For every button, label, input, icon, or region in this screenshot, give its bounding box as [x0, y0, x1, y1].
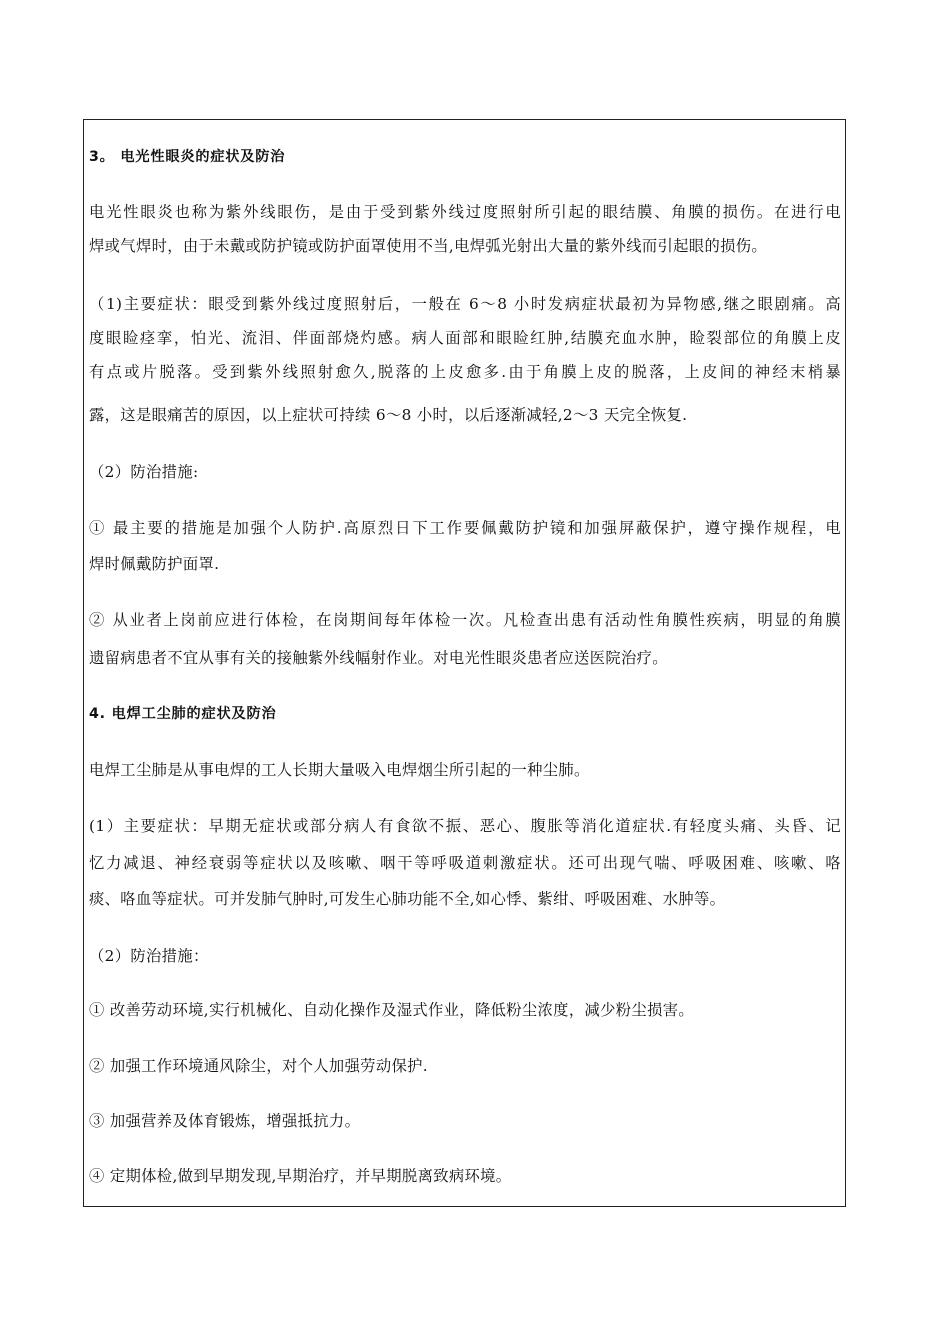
section3-symptoms-line-4: 露，这是眼痛苦的原因，以上症状可持续 6～8 小时，以后逐渐减轻,2～3 天完全恢复.: [89, 406, 688, 424]
section3-prevention-title: （2）防治措施:: [89, 463, 199, 481]
section4-measure-3: ③ 加强营养及体育锻炼，增强抵抗力。: [89, 1112, 361, 1130]
section3-symptoms-line-1: （1)主要症状：眼受到紫外线过度照射后，一般在 6～8 小时发病症状最初为异物感,继之眼剧痛。高: [89, 295, 841, 313]
section4-measure-1: ① 改善劳动环境,实行机械化、自动化操作及湿式作业，降低粉尘浓度，减少粉尘损害。: [89, 1001, 695, 1019]
section4-prevention-title: （2）防治措施：: [89, 947, 209, 965]
section4-measure-4: ④ 定期体检,做到早期发现,早期治疗，并早期脱离致病环境。: [89, 1167, 512, 1185]
section3-intro-line-2: 焊或气焊时，由于未戴或防护镜或防护面罩使用不当,电焊弧光射出大量的紫外线而引起眼的损伤。: [89, 237, 768, 255]
section3-measure2-line-2: 遗留病患者不宜从事有关的接触紫外线幅射作业。对电光性眼炎患者应送医院治疗。: [89, 649, 668, 667]
section3-measure1-line-2: 焊时佩戴防护面罩.: [89, 555, 220, 573]
section4-symptoms-line-3: 痰、咯血等症状。可并发肺气肿时,可发生心肺功能不全,如心悸、紫绀、呼吸困难、水肿等。: [89, 890, 726, 908]
section4-symptoms-line-1: (1）主要症状：早期无症状或部分病人有食欲不振、恶心、腹胀等消化道症状.有轻度头痛、头昏、记: [89, 817, 841, 835]
section3-intro-line-1: 电光性眼炎也称为紫外线眼伤，是由于受到紫外线过度照射所引起的眼结膜、角膜的损伤。在进行电: [89, 203, 841, 221]
section4-measure-2: ② 加强工作环境通风除尘，对个人加强劳动保护.: [89, 1057, 429, 1075]
section4-intro: 电焊工尘肺是从事电焊的工人长期大量吸入电焊烟尘所引起的一种尘肺。: [89, 761, 590, 779]
section4-heading: 4. 电焊工尘肺的症状及防治: [89, 706, 277, 722]
section4-symptoms-line-2: 忆力减退、神经衰弱等症状以及咳嗽、咽干等呼吸道刺激症状。还可出现气喘、呼吸困难、咳嗽、咯: [89, 854, 841, 872]
section3-symptoms-line-3: 有点或片脱落。受到紫外线照射愈久,脱落的上皮愈多.由于角膜上皮的脱落，上皮间的神经末梢暴: [89, 363, 841, 381]
section3-symptoms-line-2: 度眼睑痉挛，怕光、流泪、伴面部烧灼感。病人面部和眼睑红肿,结膜充血水肿，睑裂部位的角膜上皮: [89, 329, 841, 347]
section3-measure2-line-1: ② 从业者上岗前应进行体检，在岗期间每年体检一次。凡检查出患有活动性角膜性疾病，明显的角膜: [89, 611, 841, 629]
section3-measure1-line-1: ① 最主要的措施是加强个人防护.高原烈日下工作要佩戴防护镜和加强屏蔽保护，遵守操作规程，电: [89, 519, 841, 537]
section3-heading: 3。 电光性眼炎的症状及防治: [89, 149, 286, 165]
